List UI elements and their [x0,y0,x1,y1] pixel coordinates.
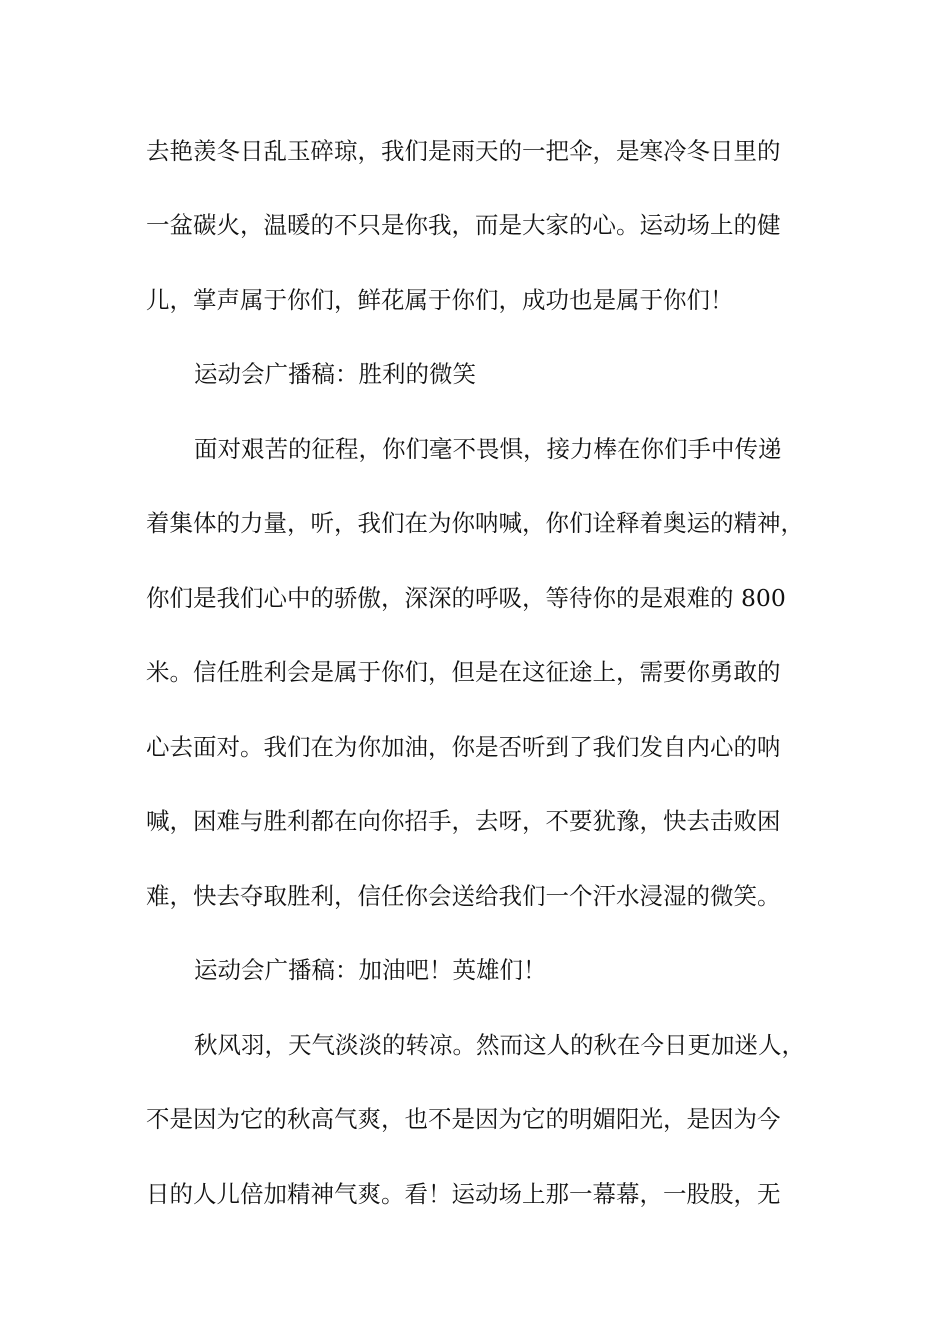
body-text-line: 着集体的力量，听，我们在为你呐喊，你们诠释着奥运的精神， [146,509,804,537]
body-text-line: 面对艰苦的征程，你们毫不畏惧，接力棒在你们手中传递 [194,435,782,463]
body-text-line: 难，快去夺取胜利，信任你会送给我们一个汗水浸湿的微笑。 [146,882,781,910]
body-text-line: 喊，困难与胜利都在向你招手，去呀，不要犹豫，快去击败困 [146,807,781,835]
body-text-line: 儿，掌声属于你们，鲜花属于你们，成功也是属于你们！ [146,286,734,314]
body-text-line: 不是因为它的秋高气爽，也不是因为它的明媚阳光，是因为今 [146,1105,781,1133]
body-text-line: 心去面对。我们在为你加油，你是否听到了我们发自内心的呐 [146,733,781,761]
body-text-line: 日的人儿倍加精神气爽。看！运动场上那一幕幕，一股股，无 [146,1180,781,1208]
body-text-line: 你们是我们心中的骄傲，深深的呼吸，等待你的是艰难的 800 [146,584,786,612]
body-text-line: 一盆碳火，温暖的不只是你我，而是大家的心。运动场上的健 [146,211,781,239]
body-text-line: 米。信任胜利会是属于你们，但是在这征途上，需要你勇敢的 [146,658,781,686]
body-text-line: 秋风羽，天气淡淡的转凉。然而这人的秋在今日更加迷人， [194,1031,805,1059]
section-heading: 运动会广播稿：加油吧！英雄们！ [194,956,547,984]
body-text-line: 去艳羡冬日乱玉碎琼，我们是雨天的一把伞，是寒冷冬日里的 [146,137,781,165]
section-heading: 运动会广播稿：胜利的微笑 [194,360,476,388]
